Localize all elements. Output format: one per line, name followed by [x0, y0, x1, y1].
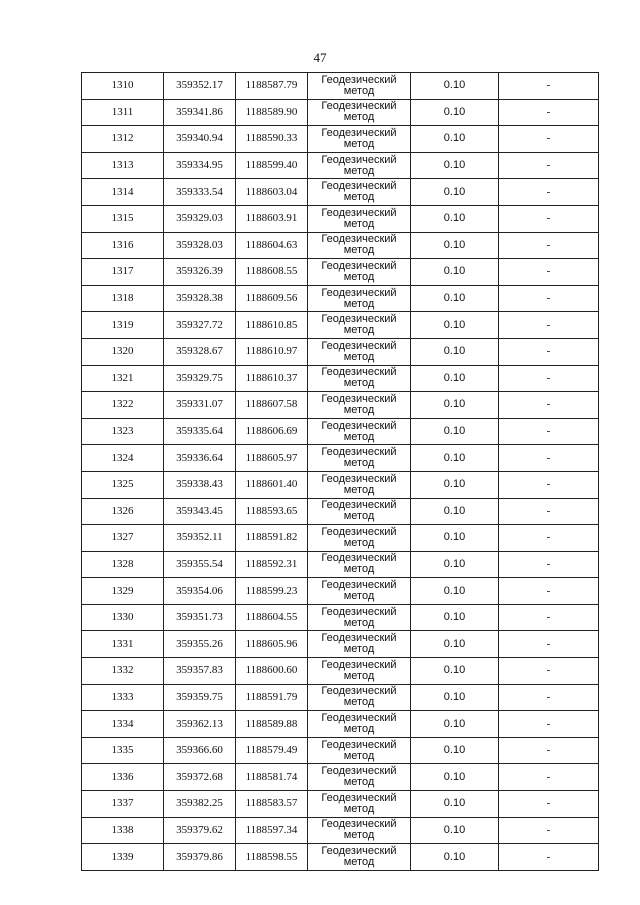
- y-coordinate-cell: 1188605.96: [236, 631, 308, 658]
- y-coordinate-cell: 1188603.04: [236, 179, 308, 206]
- method-line-2: метод: [343, 164, 375, 177]
- method-line-1: Геодезический: [321, 366, 397, 379]
- y-coordinate-cell: 1188610.97: [236, 338, 308, 365]
- method-line-1: Геодезический: [321, 472, 397, 485]
- x-coordinate-cell: 359351.73: [164, 604, 236, 631]
- method-cell: [308, 737, 411, 764]
- accuracy-cell: 0.10: [411, 392, 499, 419]
- x-coordinate-cell: 359355.26: [164, 631, 236, 658]
- point-number-cell: 1319: [82, 312, 164, 339]
- x-coordinate-cell: 359352.11: [164, 525, 236, 552]
- method-cell: [308, 658, 411, 685]
- accuracy-cell: 0.10: [411, 232, 499, 259]
- point-number-cell: 1318: [82, 285, 164, 312]
- method-cell: [308, 525, 411, 552]
- table-row: [82, 498, 599, 525]
- method-line-2: метод: [343, 802, 375, 815]
- point-number-cell: 1338: [82, 817, 164, 844]
- method-line-2: метод: [343, 217, 375, 230]
- y-coordinate-cell: 1188589.88: [236, 711, 308, 738]
- note-cell: -: [499, 312, 599, 339]
- method-cell: [308, 445, 411, 472]
- method-line-1: Геодезический: [321, 685, 397, 698]
- note-cell: -: [499, 817, 599, 844]
- table-row: [82, 259, 599, 286]
- method-line-2: метод: [343, 829, 375, 842]
- point-number-cell: 1333: [82, 684, 164, 711]
- accuracy-cell: 0.10: [411, 791, 499, 818]
- point-number-cell: 1316: [82, 232, 164, 259]
- method-line-1: Геодезический: [321, 339, 397, 352]
- accuracy-cell: 0.10: [411, 631, 499, 658]
- method-line-1: Геодезический: [321, 313, 397, 326]
- method-line-2: метод: [343, 84, 375, 97]
- method-line-2: метод: [343, 111, 375, 124]
- note-cell: -: [499, 179, 599, 206]
- method-line-1: Геодезический: [321, 658, 397, 671]
- x-coordinate-cell: 359341.86: [164, 99, 236, 126]
- table-row: [82, 551, 599, 578]
- table-row: [82, 844, 599, 871]
- table-row: [82, 658, 599, 685]
- y-coordinate-cell: 1188607.58: [236, 392, 308, 419]
- y-coordinate-cell: 1188606.69: [236, 418, 308, 445]
- y-coordinate-cell: 1188587.79: [236, 73, 308, 100]
- method-line-2: метод: [343, 324, 375, 337]
- table-row: [82, 179, 599, 206]
- y-coordinate-cell: 1188597.34: [236, 817, 308, 844]
- method-line-2: метод: [343, 403, 375, 416]
- table-row: [82, 338, 599, 365]
- x-coordinate-cell: 359340.94: [164, 126, 236, 153]
- accuracy-cell: 0.10: [411, 604, 499, 631]
- note-cell: -: [499, 285, 599, 312]
- x-coordinate-cell: 359331.07: [164, 392, 236, 419]
- method-line-2: метод: [343, 297, 375, 310]
- point-number-cell: 1317: [82, 259, 164, 286]
- note-cell: -: [499, 445, 599, 472]
- x-coordinate-cell: 359326.39: [164, 259, 236, 286]
- note-cell: -: [499, 205, 599, 232]
- method-cell: [308, 232, 411, 259]
- method-line-1: Геодезический: [321, 206, 397, 219]
- table-row: [82, 99, 599, 126]
- method-line-2: метод: [343, 590, 375, 603]
- accuracy-cell: 0.10: [411, 578, 499, 605]
- table-row: [82, 392, 599, 419]
- table-row: [82, 525, 599, 552]
- method-cell: [308, 259, 411, 286]
- y-coordinate-cell: 1188590.33: [236, 126, 308, 153]
- y-coordinate-cell: 1188610.37: [236, 365, 308, 392]
- note-cell: -: [499, 99, 599, 126]
- x-coordinate-cell: 359352.17: [164, 73, 236, 100]
- table-row: [82, 152, 599, 179]
- y-coordinate-cell: 1188591.79: [236, 684, 308, 711]
- note-cell: -: [499, 764, 599, 791]
- note-cell: -: [499, 498, 599, 525]
- x-coordinate-cell: 359379.62: [164, 817, 236, 844]
- x-coordinate-cell: 359362.13: [164, 711, 236, 738]
- table-row: [82, 711, 599, 738]
- point-number-cell: 1322: [82, 392, 164, 419]
- accuracy-cell: 0.10: [411, 684, 499, 711]
- method-line-2: метод: [343, 270, 375, 283]
- point-number-cell: 1310: [82, 73, 164, 100]
- point-number-cell: 1320: [82, 338, 164, 365]
- method-line-2: метод: [343, 563, 375, 576]
- y-coordinate-cell: 1188581.74: [236, 764, 308, 791]
- method-line-2: метод: [343, 749, 375, 762]
- y-coordinate-cell: 1188599.40: [236, 152, 308, 179]
- accuracy-cell: 0.10: [411, 99, 499, 126]
- note-cell: -: [499, 365, 599, 392]
- point-number-cell: 1311: [82, 99, 164, 126]
- y-coordinate-cell: 1188592.31: [236, 551, 308, 578]
- y-coordinate-cell: 1188591.82: [236, 525, 308, 552]
- note-cell: -: [499, 418, 599, 445]
- point-number-cell: 1337: [82, 791, 164, 818]
- point-number-cell: 1324: [82, 445, 164, 472]
- method-cell: [308, 126, 411, 153]
- method-line-1: Геодезический: [321, 499, 397, 512]
- method-line-2: метод: [343, 137, 375, 150]
- point-number-cell: 1312: [82, 126, 164, 153]
- method-line-2: метод: [343, 483, 375, 496]
- x-coordinate-cell: 359343.45: [164, 498, 236, 525]
- method-line-2: метод: [343, 669, 375, 682]
- method-line-1: Геодезический: [321, 419, 397, 432]
- method-line-2: метод: [343, 776, 375, 789]
- table-row: [82, 73, 599, 100]
- table-row: [82, 232, 599, 259]
- x-coordinate-cell: 359334.95: [164, 152, 236, 179]
- method-line-1: Геодезический: [321, 712, 397, 725]
- method-cell: [308, 498, 411, 525]
- y-coordinate-cell: 1188610.85: [236, 312, 308, 339]
- accuracy-cell: 0.10: [411, 365, 499, 392]
- point-number-cell: 1327: [82, 525, 164, 552]
- accuracy-cell: 0.10: [411, 126, 499, 153]
- table-row: [82, 205, 599, 232]
- method-line-2: метод: [343, 377, 375, 390]
- point-number-cell: 1315: [82, 205, 164, 232]
- method-cell: [308, 179, 411, 206]
- y-coordinate-cell: 1188601.40: [236, 471, 308, 498]
- point-number-cell: 1325: [82, 471, 164, 498]
- method-cell: [308, 604, 411, 631]
- accuracy-cell: 0.10: [411, 471, 499, 498]
- method-line-2: метод: [343, 244, 375, 257]
- method-line-1: Геодезический: [321, 791, 397, 804]
- table-row: [82, 764, 599, 791]
- method-line-1: Геодезический: [321, 73, 397, 86]
- method-line-1: Геодезический: [321, 765, 397, 778]
- method-line-2: метод: [343, 723, 375, 736]
- note-cell: -: [499, 551, 599, 578]
- point-number-cell: 1331: [82, 631, 164, 658]
- point-number-cell: 1339: [82, 844, 164, 871]
- note-cell: -: [499, 126, 599, 153]
- x-coordinate-cell: 359336.64: [164, 445, 236, 472]
- x-coordinate-cell: 359335.64: [164, 418, 236, 445]
- method-cell: [308, 338, 411, 365]
- method-cell: [308, 205, 411, 232]
- y-coordinate-cell: 1188605.97: [236, 445, 308, 472]
- accuracy-cell: 0.10: [411, 418, 499, 445]
- table-row: [82, 791, 599, 818]
- accuracy-cell: 0.10: [411, 525, 499, 552]
- x-coordinate-cell: 359333.54: [164, 179, 236, 206]
- point-number-cell: 1335: [82, 737, 164, 764]
- note-cell: -: [499, 711, 599, 738]
- method-line-2: метод: [343, 616, 375, 629]
- method-line-2: метод: [343, 510, 375, 523]
- accuracy-cell: 0.10: [411, 285, 499, 312]
- note-cell: -: [499, 737, 599, 764]
- method-cell: [308, 152, 411, 179]
- method-line-2: метод: [343, 430, 375, 443]
- x-coordinate-cell: 359327.72: [164, 312, 236, 339]
- x-coordinate-cell: 359382.25: [164, 791, 236, 818]
- point-number-cell: 1313: [82, 152, 164, 179]
- point-number-cell: 1323: [82, 418, 164, 445]
- method-line-2: метод: [343, 457, 375, 470]
- table-row: [82, 445, 599, 472]
- method-line-1: Геодезический: [321, 579, 397, 592]
- x-coordinate-cell: 359329.03: [164, 205, 236, 232]
- point-number-cell: 1321: [82, 365, 164, 392]
- method-cell: [308, 418, 411, 445]
- method-line-1: Геодезический: [321, 525, 397, 538]
- method-line-1: Геодезический: [321, 100, 397, 113]
- x-coordinate-cell: 359366.60: [164, 737, 236, 764]
- point-number-cell: 1329: [82, 578, 164, 605]
- accuracy-cell: 0.10: [411, 658, 499, 685]
- table-row: [82, 126, 599, 153]
- y-coordinate-cell: 1188604.63: [236, 232, 308, 259]
- method-cell: [308, 764, 411, 791]
- note-cell: -: [499, 631, 599, 658]
- table-row: [82, 604, 599, 631]
- x-coordinate-cell: 359328.03: [164, 232, 236, 259]
- note-cell: -: [499, 392, 599, 419]
- method-line-1: Геодезический: [321, 552, 397, 565]
- accuracy-cell: 0.10: [411, 205, 499, 232]
- y-coordinate-cell: 1188583.57: [236, 791, 308, 818]
- point-number-cell: 1332: [82, 658, 164, 685]
- y-coordinate-cell: 1188589.90: [236, 99, 308, 126]
- method-line-2: метод: [343, 350, 375, 363]
- method-line-1: Геодезический: [321, 845, 397, 858]
- accuracy-cell: 0.10: [411, 844, 499, 871]
- table-row: [82, 631, 599, 658]
- accuracy-cell: 0.10: [411, 312, 499, 339]
- method-line-1: Геодезический: [321, 180, 397, 193]
- note-cell: -: [499, 844, 599, 871]
- y-coordinate-cell: 1188598.55: [236, 844, 308, 871]
- method-cell: [308, 631, 411, 658]
- method-cell: [308, 551, 411, 578]
- accuracy-cell: 0.10: [411, 817, 499, 844]
- point-number-cell: 1328: [82, 551, 164, 578]
- y-coordinate-cell: 1188608.55: [236, 259, 308, 286]
- point-number-cell: 1314: [82, 179, 164, 206]
- method-line-1: Геодезический: [321, 818, 397, 831]
- note-cell: -: [499, 791, 599, 818]
- y-coordinate-cell: 1188599.23: [236, 578, 308, 605]
- table-row: [82, 285, 599, 312]
- point-number-cell: 1326: [82, 498, 164, 525]
- method-line-2: метод: [343, 643, 375, 656]
- method-cell: [308, 684, 411, 711]
- x-coordinate-cell: 359355.54: [164, 551, 236, 578]
- method-line-1: Геодезический: [321, 392, 397, 405]
- x-coordinate-cell: 359359.75: [164, 684, 236, 711]
- method-line-2: метод: [343, 856, 375, 869]
- accuracy-cell: 0.10: [411, 551, 499, 578]
- method-line-2: метод: [343, 191, 375, 204]
- method-line-1: Геодезический: [321, 233, 397, 246]
- note-cell: -: [499, 658, 599, 685]
- note-cell: -: [499, 684, 599, 711]
- method-cell: [308, 312, 411, 339]
- method-cell: [308, 791, 411, 818]
- note-cell: -: [499, 152, 599, 179]
- method-line-1: Геодезический: [321, 632, 397, 645]
- page-number: 47: [313, 50, 327, 65]
- y-coordinate-cell: 1188604.55: [236, 604, 308, 631]
- table-row: [82, 418, 599, 445]
- accuracy-cell: 0.10: [411, 764, 499, 791]
- method-cell: [308, 99, 411, 126]
- coordinates-table-body: [82, 73, 599, 871]
- x-coordinate-cell: 359379.86: [164, 844, 236, 871]
- point-number-cell: 1330: [82, 604, 164, 631]
- accuracy-cell: 0.10: [411, 737, 499, 764]
- accuracy-cell: 0.10: [411, 152, 499, 179]
- accuracy-cell: 0.10: [411, 338, 499, 365]
- method-line-1: Геодезический: [321, 259, 397, 272]
- accuracy-cell: 0.10: [411, 711, 499, 738]
- note-cell: -: [499, 604, 599, 631]
- table-row: [82, 737, 599, 764]
- method-line-1: Геодезический: [321, 446, 397, 459]
- x-coordinate-cell: 359329.75: [164, 365, 236, 392]
- table-row: [82, 578, 599, 605]
- y-coordinate-cell: 1188609.56: [236, 285, 308, 312]
- accuracy-cell: 0.10: [411, 73, 499, 100]
- accuracy-cell: 0.10: [411, 498, 499, 525]
- point-number-cell: 1336: [82, 764, 164, 791]
- method-cell: [308, 73, 411, 100]
- note-cell: -: [499, 578, 599, 605]
- method-line-2: метод: [343, 696, 375, 709]
- method-line-1: Геодезический: [321, 126, 397, 139]
- method-line-1: Геодезический: [321, 738, 397, 751]
- y-coordinate-cell: 1188603.91: [236, 205, 308, 232]
- x-coordinate-cell: 359354.06: [164, 578, 236, 605]
- note-cell: -: [499, 232, 599, 259]
- accuracy-cell: 0.10: [411, 259, 499, 286]
- coordinates-table: [81, 72, 599, 871]
- accuracy-cell: 0.10: [411, 179, 499, 206]
- method-cell: [308, 711, 411, 738]
- x-coordinate-cell: 359372.68: [164, 764, 236, 791]
- accuracy-cell: 0.10: [411, 445, 499, 472]
- point-number-cell: 1334: [82, 711, 164, 738]
- y-coordinate-cell: 1188579.49: [236, 737, 308, 764]
- method-line-1: Геодезический: [321, 153, 397, 166]
- y-coordinate-cell: 1188593.65: [236, 498, 308, 525]
- method-line-1: Геодезический: [321, 286, 397, 299]
- table-row: [82, 365, 599, 392]
- x-coordinate-cell: 359338.43: [164, 471, 236, 498]
- method-cell: [308, 285, 411, 312]
- note-cell: -: [499, 471, 599, 498]
- note-cell: -: [499, 73, 599, 100]
- method-cell: [308, 471, 411, 498]
- x-coordinate-cell: 359357.83: [164, 658, 236, 685]
- note-cell: -: [499, 525, 599, 552]
- method-cell: [308, 392, 411, 419]
- method-cell: [308, 817, 411, 844]
- note-cell: -: [499, 259, 599, 286]
- table-row: [82, 817, 599, 844]
- note-cell: -: [499, 338, 599, 365]
- y-coordinate-cell: 1188600.60: [236, 658, 308, 685]
- x-coordinate-cell: 359328.38: [164, 285, 236, 312]
- table-row: [82, 684, 599, 711]
- method-line-1: Геодезический: [321, 605, 397, 618]
- method-cell: [308, 578, 411, 605]
- x-coordinate-cell: 359328.67: [164, 338, 236, 365]
- method-line-2: метод: [343, 536, 375, 549]
- method-cell: [308, 365, 411, 392]
- table-row: [82, 312, 599, 339]
- table-row: [82, 471, 599, 498]
- method-cell: [308, 844, 411, 871]
